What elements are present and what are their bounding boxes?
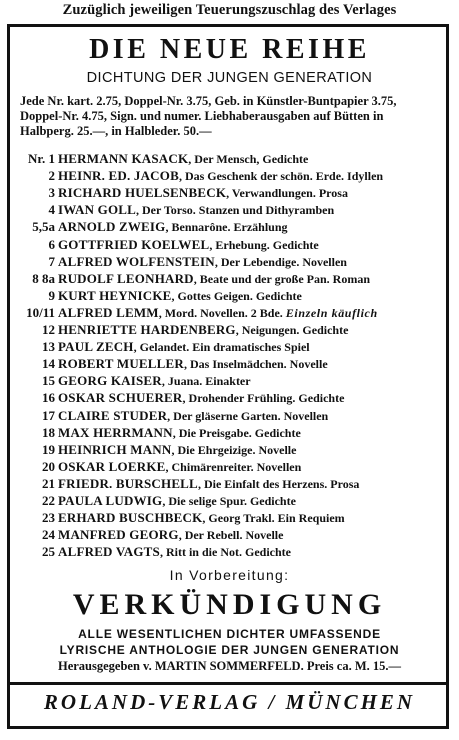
item-entry <box>58 441 296 459</box>
item-number: 21 <box>42 475 55 491</box>
item-entry <box>58 236 319 254</box>
item-author: HEINR. ED. JACOB <box>58 168 179 184</box>
item-author: ALFRED VAGTS <box>58 544 160 560</box>
item-entry <box>58 526 283 544</box>
item-author: MANFRED GEORG <box>58 527 179 543</box>
item-work: , Der Torso. Stanzen und Dithyramben <box>136 203 335 218</box>
list-item <box>0 218 459 236</box>
item-author: OSKAR SCHUERER <box>58 390 183 406</box>
list-item <box>0 201 459 219</box>
in-preparation-label: In Vorbereitung: <box>169 567 290 583</box>
divider-rule <box>10 682 446 685</box>
item-author: ROBERT MUELLER <box>58 356 184 372</box>
item-work: , Juana. Einakter <box>161 374 251 389</box>
item-number: 23 <box>42 510 55 526</box>
item-author: RUDOLF LEONHARD <box>58 270 194 286</box>
item-number: 19 <box>42 441 55 457</box>
item-author: HERMANN KASACK <box>58 151 189 166</box>
list-item <box>0 526 459 544</box>
item-work: , Neigungen. Gedichte <box>235 323 349 337</box>
item-number: 7 <box>48 253 55 269</box>
list-item <box>0 338 459 356</box>
item-author: IWAN GOLL <box>58 202 137 218</box>
item-number: 10/11 <box>26 304 55 320</box>
item-entry <box>58 201 334 219</box>
forthcoming-title: VERKÜNDIGUNG <box>72 588 387 621</box>
item-work: , Drohender Frühling. Gedichte <box>182 391 345 406</box>
price-paragraph: Jede Nr. kart. 2.75, Doppel-Nr. 3.75, Geb. in Künstler-Buntpapier 3.75, Doppel-Nr. 4.75, Sign. und numer. Liebhaberausgaben auf Bütten in Halbperg. 25.—, in Halbleder. 50.— <box>20 94 397 138</box>
item-author: CLAIRE STUDER <box>58 407 168 423</box>
item-author: FRIEDR. BURSCHELL <box>58 475 198 491</box>
item-work: , Ritt in die Not. Gedichte <box>159 545 291 560</box>
list-item <box>0 543 459 561</box>
item-number: 5,5a <box>32 219 55 235</box>
editor-line: Herausgegeben v. MARTIN SOMMERFELD. Preis ca. M. 15.— <box>57 659 402 673</box>
list-item <box>0 167 459 185</box>
item-work: , Der Lebendige. Novellen <box>214 254 347 269</box>
list-item <box>0 270 459 288</box>
item-author: OSKAR LOERKE <box>58 458 166 474</box>
item-author: GOTTFRIED KOELWEL <box>58 236 210 252</box>
item-work: , Die selige Spur. Gedichte <box>162 494 296 508</box>
item-number: 25 <box>42 544 55 560</box>
item-author: HENRIETTE HARDENBERG <box>58 322 236 337</box>
list-item <box>0 253 459 271</box>
item-entry <box>58 338 310 356</box>
item-author: KURT HEYNICKE <box>58 287 172 303</box>
item-number: 13 <box>42 339 55 355</box>
item-entry <box>58 475 359 493</box>
item-number: 2 <box>48 168 55 184</box>
item-number: 3 <box>48 185 55 201</box>
list-item <box>0 321 459 339</box>
item-author: HEINRICH MANN <box>58 441 172 457</box>
list-item <box>0 372 459 390</box>
item-work: , Der Mensch, Gedichte <box>188 152 309 166</box>
item-number: 12 <box>42 322 55 337</box>
item-number: 16 <box>42 390 55 406</box>
item-entry <box>58 407 328 425</box>
item-entry <box>58 509 345 527</box>
item-work: , Erhebung. Gedichte <box>209 237 319 252</box>
list-item <box>0 150 459 168</box>
item-work: , Der gläserne Garten. Novellen <box>167 408 329 423</box>
item-entry <box>58 304 378 322</box>
list-item <box>0 424 459 442</box>
item-work: , Der Rebell. Novelle <box>178 528 284 543</box>
item-author: ARNOLD ZWEIG <box>58 219 166 235</box>
item-entry <box>58 389 344 407</box>
item-number: 9 <box>48 287 55 303</box>
item-entry <box>58 253 347 271</box>
item-entry <box>58 355 328 373</box>
item-number: 18 <box>42 424 55 440</box>
item-number: 14 <box>42 356 55 372</box>
item-number: 24 <box>42 527 55 543</box>
item-work: , Gelandet. Ein dramatisches Spiel <box>133 340 310 355</box>
item-number: 4 <box>48 202 55 218</box>
item-number: 15 <box>42 373 55 389</box>
item-entry <box>58 543 291 561</box>
item-work: , Georg Trakl. Ein Requiem <box>202 511 345 526</box>
item-number: 22 <box>42 493 55 508</box>
list-item <box>0 287 459 305</box>
item-work: , Bennarône. Erzählung <box>165 220 288 235</box>
item-number: Nr. 1 <box>28 151 55 166</box>
item-number: 8 8a <box>32 270 55 286</box>
item-work: , Die Preisgabe. Gedichte <box>172 425 301 440</box>
item-entry <box>58 287 302 305</box>
item-number: 20 <box>42 458 55 474</box>
item-number: 6 <box>48 236 55 252</box>
item-author: ALFRED WOLFENSTEIN <box>58 253 215 269</box>
item-entry <box>58 321 348 339</box>
item-entry <box>58 167 383 185</box>
header-note: Zuzüglich jeweiligen Teuerungszuschlag des Verlages <box>62 2 397 18</box>
item-entry <box>58 492 296 510</box>
series-title: DIE NEUE REIHE <box>89 34 370 65</box>
item-work: , Das Inselmädchen. Novelle <box>184 357 328 372</box>
item-entry <box>58 150 308 168</box>
item-number: 17 <box>42 407 55 423</box>
list-item <box>0 184 459 202</box>
item-work: , Verwandlungen. Prosa <box>226 186 348 201</box>
item-work: , Chimärenreiter. Novellen <box>165 459 302 474</box>
list-item <box>0 509 459 527</box>
item-note: Einzeln käuflich <box>285 305 378 320</box>
publisher-name: ROLAND-VERLAG / MÜNCHEN <box>43 690 416 714</box>
series-subtitle: DICHTUNG DER JUNGEN GENERATION <box>86 70 373 86</box>
list-item <box>0 458 459 476</box>
forthcoming-subtitle-2: LYRISCHE ANTHOLOGIE DER JUNGEN GENERATION <box>59 643 400 657</box>
forthcoming-subtitle-1: ALLE WESENTLICHEN DICHTER UMFASSENDE <box>78 627 381 641</box>
item-author: RICHARD HUELSENBECK <box>58 185 227 201</box>
list-item <box>0 407 459 425</box>
item-author: ERHARD BUSCHBECK <box>58 510 203 526</box>
item-work: , Die Einfalt des Herzens. Prosa <box>197 476 360 491</box>
list-item <box>0 475 459 493</box>
item-author: GEORG KAISER <box>58 373 162 389</box>
item-work: , Mord. Novellen. 2 Bde. <box>158 305 286 320</box>
item-entry <box>58 458 301 476</box>
list-item <box>0 304 459 322</box>
list-item <box>0 441 459 459</box>
list-item <box>0 389 459 407</box>
item-work: , Die Ehrgeizige. Novelle <box>171 442 297 457</box>
item-entry <box>58 372 251 390</box>
list-item <box>0 236 459 254</box>
item-work: , Das Geschenk der schön. Erde. Idyllen <box>178 169 384 184</box>
item-entry <box>58 424 301 442</box>
item-author: MAX HERRMANN <box>58 424 173 440</box>
list-item <box>0 492 459 510</box>
list-item <box>0 355 459 373</box>
item-entry <box>58 218 288 236</box>
item-entry <box>58 270 370 288</box>
item-entry <box>58 184 348 202</box>
item-work: , Gottes Geigen. Gedichte <box>171 288 302 303</box>
item-author: PAUL ZECH <box>58 339 134 355</box>
item-work: , Beate und der große Pan. Roman <box>193 271 371 286</box>
item-author: PAULA LUDWIG <box>58 493 163 508</box>
item-author: ALFRED LEMM <box>58 304 159 320</box>
